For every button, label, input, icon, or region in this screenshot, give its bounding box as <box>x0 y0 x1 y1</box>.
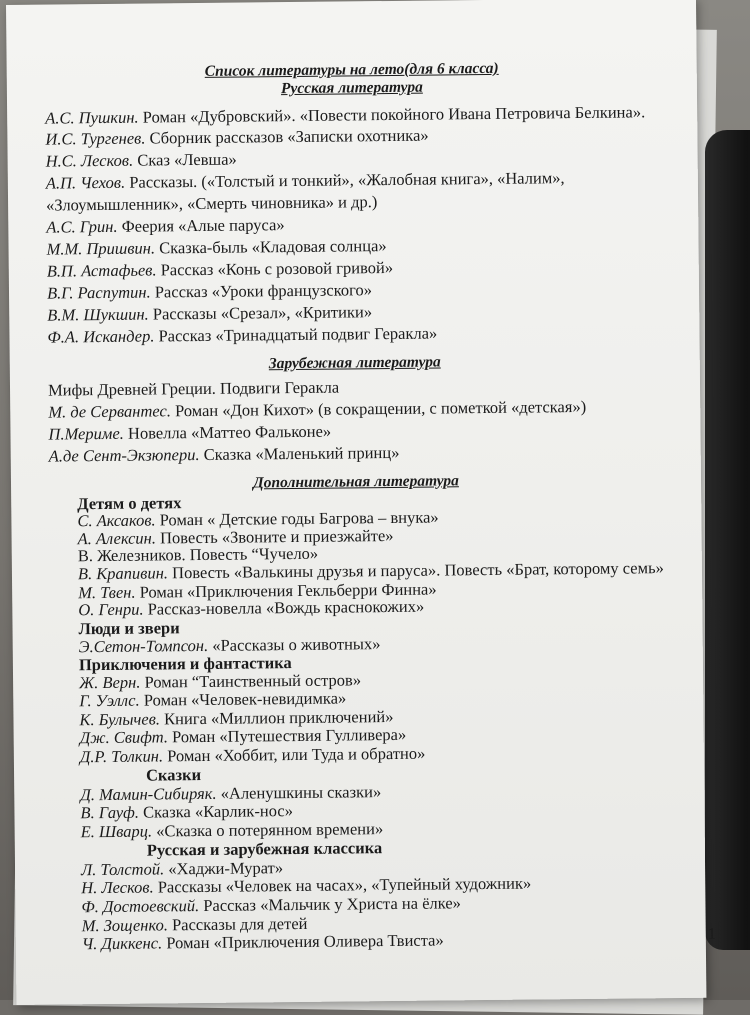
list-item: Ч. Диккенс. Роман «Приключения Оливера Твиста» <box>81 930 444 954</box>
list-item: Дж. Свифт. Роман «Путешествия Гулливера» <box>79 725 407 748</box>
list-item: Н.С. Лесков. Сказ «Левша» <box>45 149 237 171</box>
list-item: В. Железников. Повесть “Чучело» <box>77 543 319 566</box>
category-heading: Сказки <box>145 765 202 785</box>
list-item: В. Гауф. Сказка «Карлик-нос» <box>80 801 294 823</box>
page-number: 1 <box>707 925 716 943</box>
dark-bag <box>705 130 750 950</box>
section-heading-russian: Русская литература <box>280 78 423 98</box>
list-item: Е. Шварц. «Сказка о потерянном времени» <box>80 818 384 842</box>
list-item: А. Алексин. Повесть «Звоните и приезжайте» <box>77 525 394 548</box>
list-item: А.С. Грин. Феерия «Алые паруса» <box>46 215 285 237</box>
list-item: В.Г. Распутин. Рассказ «Уроки французского» <box>46 280 373 303</box>
list-item: Мифы Древней Греции. Подвиги Геракла <box>47 377 340 400</box>
list-item: Ф.А. Искандер. Рассказ «Тринадцатый подвиг Геракла» <box>47 323 438 347</box>
document-page <box>6 0 716 1005</box>
document-title: Список литературы на лето(для 6 класса) <box>204 59 499 80</box>
list-item: Л. Толстой. «Хаджи-Мурат» <box>80 857 284 880</box>
list-item: М. Твен. Роман «Приключения Гекльберри Финна» <box>78 579 437 602</box>
list-item: В.П. Астафьев. Рассказ «Конь с розовой гривой» <box>46 257 394 281</box>
list-item: Э.Сетон-Томпсон. «Рассказы о животных» <box>78 633 381 656</box>
section-heading-additional: Дополнительная литература <box>253 471 459 491</box>
list-item: Д. Мамин-Сибиряк. «Аленушкины сказки» <box>80 782 382 805</box>
list-item: Д.Р. Толкин. Роман «Хоббит, или Туда и обратно» <box>79 743 426 767</box>
list-item: М. де Сервантес. Роман «Дон Кихот» (в сокращении, с пометкой «детская») <box>48 396 587 422</box>
list-item: М.М. Пришвин. Сказка-быль «Кладовая солнца» <box>46 236 387 259</box>
list-item: В. Крапивин. Повесть «Валькины друзья и паруса». Повесть «Брат, которому семь» <box>77 558 664 584</box>
category-heading: Люди и звери <box>78 618 180 639</box>
list-item: С. Аксаков. Роман « Детские годы Багрова – внука» <box>77 507 439 531</box>
list-item: Ж. Верн. Роман “Таинственный остров» <box>78 670 362 693</box>
list-item: М. Зощенко. Рассказы для детей <box>81 913 308 935</box>
list-item: И.С. Тургенев. Сборник рассказов «Записки охотника» <box>45 125 429 149</box>
list-item: Ф. Достоевский. Рассказ «Мальчик у Христа на ёлке» <box>81 893 461 917</box>
list-item: А.де Сент-Экзюпери. Сказка «Маленький принц» <box>48 442 400 466</box>
section-heading-foreign: Зарубежная литература <box>268 353 441 373</box>
list-item: Н. Лесков. Рассказы «Человек на часах», «Тупейный художник» <box>81 873 532 898</box>
list-item: О. Генри. Рассказ-новелла «Вождь краснокожих» <box>78 596 425 620</box>
list-item: К. Булычев. Книга «Миллион приключений» <box>79 706 394 730</box>
list-item: В.М. Шукшин. Рассказы «Срезал», «Критики» <box>47 302 373 325</box>
list-item: А.П. Чехов. Рассказы. («Толстый и тонкий», «Жалобная книга», «Налим», <box>45 168 565 193</box>
category-heading: Русская и зарубежная классика <box>146 838 383 860</box>
list-item: А.С. Пушкин. Роман «Дубровский». «Повести покойного Ивана Петровича Белкина». <box>45 102 646 128</box>
list-item: Г. Уэллс. Роман «Человек-невидимка» <box>79 688 347 711</box>
category-heading: Приключения и фантастика <box>78 653 292 675</box>
list-item: «Злоумышленник», «Смерть чиновника» и др.) <box>45 192 378 215</box>
category-heading: Детям о детях <box>77 492 182 514</box>
list-item: П.Мериме. Новелла «Маттео Фальконе» <box>48 421 332 444</box>
